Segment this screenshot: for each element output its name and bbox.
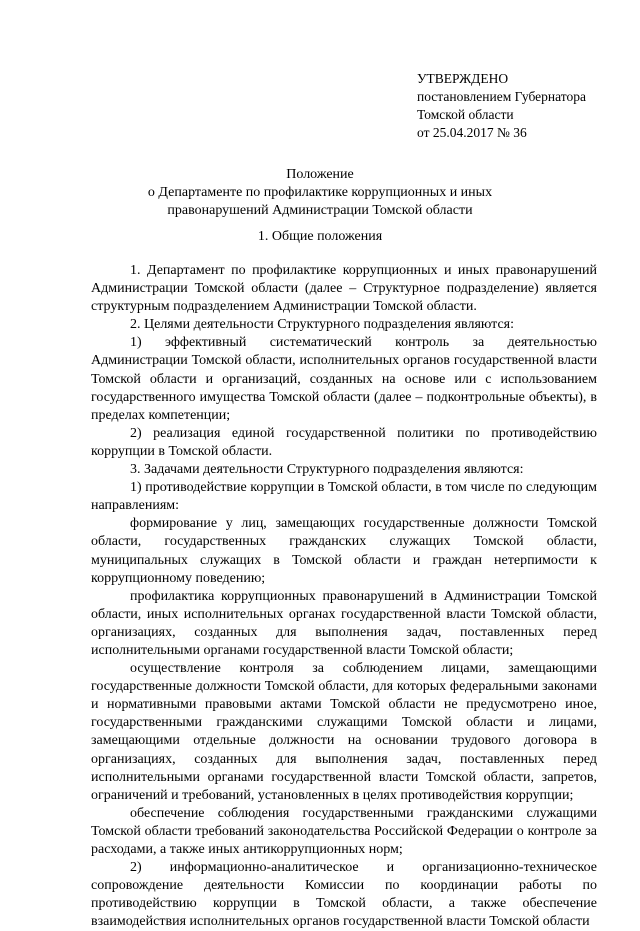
document-body — [91, 262, 597, 931]
approval-stamp — [417, 70, 586, 142]
paragraph: 1) противодействие коррупции в Томской области, в том числе по следующим направлениям: — [91, 480, 597, 514]
section-heading: 1. Общие положения — [257, 229, 383, 244]
paragraph: 2) информационно-аналитическое и организационно-техническое сопровождение деятельности Комиссии по координации работы по противодействию коррупции в Томской области, а также обеспечение взаимодействия исполнительных органов государственной власти Томской области — [91, 860, 597, 930]
approval-heading: УТВЕРЖДЕНО — [417, 71, 509, 86]
paragraph: 2. Целями деятельности Структурного подразделения являются: — [130, 317, 515, 333]
paragraph: профилактика коррупционных правонарушений в Администрации Томской области, иных исполнительных органах государственной власти Томской области, организациях, созданных для выполнения задач, поставленных перед исполнительными органами государственной власти Томской области; — [91, 588, 597, 658]
paragraph: осуществление контроля за соблюдением лицами, замещающими государственные должности Томской области, для которых федеральными законами и нормативными правовыми актами Томской области не предусмотрено иное, государственными гражданскими служащими Томской области и лицами, замещающими отдельные должности на основании трудового договора в организациях, созданных для выполнения задач, поставленных перед исполнительными органами государственной власти Томской области, запретов, ограничений и требований, установленных в целях противодействия коррупции; — [91, 661, 597, 803]
title-line-1: Положение — [286, 167, 354, 182]
paragraph: обеспечение соблюдения государственными гражданскими служащими Томской области требований законодательства Российской Федерации о контроле за расходами, а также иных антикоррупционных норм; — [91, 805, 597, 857]
document-title — [0, 166, 640, 220]
paragraph: 1) эффективный систематический контроль за деятельностью Администрации Томской области, исполнительных органов государственной власти Томской области и организаций, созданных на основе или с использованием государственного имущества Томской области (далее – подконтрольные объекты), в пределах компетенции; — [91, 335, 597, 423]
approval-date-number: от 25.04.2017 № 36 — [417, 125, 527, 140]
title-line-2: о Департаменте по профилактике коррупционных и иных — [147, 185, 493, 200]
paragraph: 2) реализация единой государственной политики по противодействию коррупции в Томской области. — [91, 425, 597, 459]
approval-by-decree: постановлением Губернатора — [417, 89, 586, 104]
approval-region: Томской области — [417, 107, 514, 122]
paragraph: 3. Задачами деятельности Структурного подразделения являются: — [130, 462, 524, 478]
paragraph: формирование у лиц, замещающих государственные должности Томской области, государственных гражданских служащих Томской области, муниципальных служащих в Томской области и граждан нетерпимости к коррупционному поведению; — [91, 516, 597, 586]
title-line-3: правонарушений Администрации Томской области — [167, 203, 473, 218]
paragraph: 1. Департамент по профилактике коррупционных и иных правонарушений Администрации Томской области (далее – Структурное подразделение) является структурным подразделением Администрации Томской области. — [91, 263, 597, 315]
